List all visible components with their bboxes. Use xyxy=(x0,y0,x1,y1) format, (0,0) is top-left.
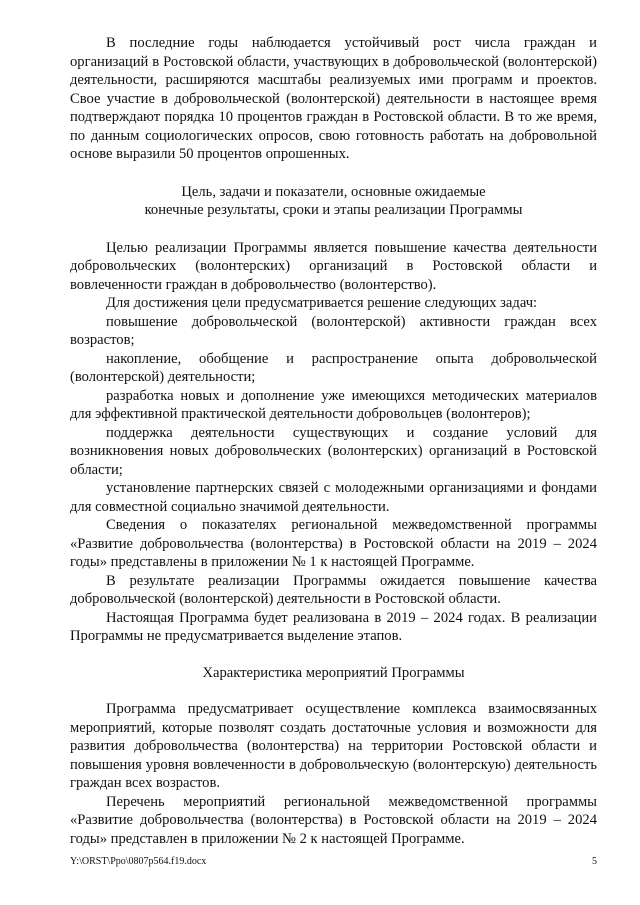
task-item: разработка новых и дополнение уже имеющихся методических материалов для эффективной практической деятельности добровольцев (волонтеров); xyxy=(70,387,597,422)
section-heading-goals xyxy=(70,183,597,220)
task-item: поддержка деятельности существующих и создание условий для возникновения новых добровольческих (волонтерских) организаций в Ростовской области; xyxy=(70,424,597,478)
goal-paragraph: Целью реализации Программы является повышение качества деятельности добровольческих (волонтерских) организаций в Ростовской области и вовлеченности граждан в добровольчество (волонтерство). xyxy=(70,239,597,293)
terms-paragraph: Настоящая Программа будет реализована в 2019 – 2024 годах. В реализации Программы не предусматривается выделение этапов. xyxy=(70,609,597,644)
section-heading-goals-line2: конечные результаты, сроки и этапы реализации Программы xyxy=(144,202,523,218)
task-item: установление партнерских связей с молодежными организациями и фондами для совместной социально значимой деятельности. xyxy=(70,480,597,515)
intro-paragraph: В последние годы наблюдается устойчивый рост числа граждан и организаций в Ростовской области, участвующих в добровольческой (волонтерской) деятельности, расширяются масштабы реализуемых ими программ и проектов. Свое участие в добровольческой (волонтерской) деятельности в настоящее время подтверждают порядка 10 процентов граждан в Ростовской области. В то же время, по данным социологических опросов, свою готовность работать на добровольной основе выразили 50 процентов опрошенных. xyxy=(70,35,597,162)
task-item: повышение добровольческой (волонтерской) активности граждан всех возрастов; xyxy=(70,313,597,348)
tasks-intro-paragraph: Для достижения цели предусматривается решение следующих задач: xyxy=(106,295,538,311)
task-item: накопление, обобщение и распространение опыта добровольческой (волонтерской) деятельности; xyxy=(70,350,597,385)
document-body xyxy=(70,34,597,848)
section-heading-goals-line1: Цель, задачи и показатели, основные ожидаемые xyxy=(181,183,486,200)
page-number: 5 xyxy=(592,856,597,867)
activities-list-paragraph: Перечень мероприятий региональной межведомственной программы «Развитие добровольчества (волонтерства) в Ростовской области на 2019 – 2024 годы» представлен в приложении № 2 к настоящей Программе. xyxy=(70,793,597,847)
results-paragraph: В результате реализации Программы ожидается повышение качества добровольческой (волонтерской) деятельности в Ростовской области. xyxy=(70,572,597,607)
footer-file-path: Y:\ORST\Ppo\0807p564.f19.docx xyxy=(70,856,207,867)
section-heading-activities: Характеристика мероприятий Программы xyxy=(202,664,465,681)
activities-paragraph: Программа предусматривает осуществление комплекса взаимосвязанных мероприятий, которые позволят создать достаточные условия и возможности для развития добровольчества (волонтерства) на территории Ростовской области и повышения уровня вовлеченности в добровольческую (волонтерскую) деятельность граждан всех возрастов. xyxy=(70,701,597,791)
indicators-paragraph: Сведения о показателях региональной межведомственной программы «Развитие добровольчества (волонтерства) в Ростовской области на 2019 – 2024 годы» представлены в приложении № 1 к настоящей Программе. xyxy=(70,517,597,570)
